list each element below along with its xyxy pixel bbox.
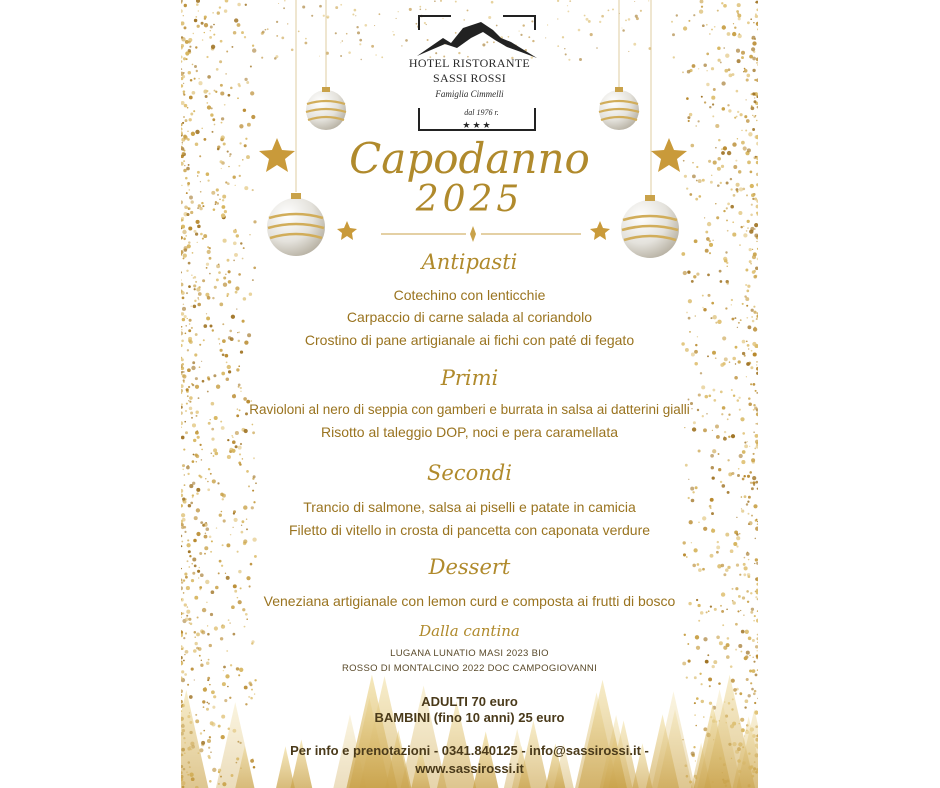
mountain-peaks-icon: [417, 22, 537, 58]
contact-website: www.sassirossi.it: [415, 761, 524, 776]
dish-item: Filetto di vitello in crosta di pancetta con caponata verdure: [288, 522, 651, 538]
wine-item: LUGANA LUNATIO MASI 2023 BIO: [390, 648, 549, 659]
title-divider: [381, 226, 581, 242]
logo-stars: ★★★: [462, 120, 493, 130]
section-heading-antipasti: Antipasti: [421, 250, 518, 274]
logo-line-1: HOTEL RISTORANTE: [408, 56, 531, 70]
dish-item: Carpaccio di carne salada al coriandolo: [346, 309, 593, 325]
dish-item: Crostino di pane artigianale ai fichi con paté di fegato: [304, 332, 635, 348]
logo-line-3: Famiglia Cimmelli: [435, 89, 504, 99]
section-heading-secondi: Secondi: [427, 461, 512, 485]
section-heading-dessert: Dessert: [428, 555, 511, 579]
wine-heading: Dalla cantina: [419, 622, 520, 640]
title-line-2: 2025: [415, 179, 524, 220]
title-line-1: Capodanno: [349, 134, 590, 183]
dish-item: Cotechino con lenticchie: [393, 287, 546, 303]
logo-line-2: SASSI ROSSI: [433, 71, 506, 85]
dish-item: Risotto al taleggio DOP, noci e pera caramellata: [320, 424, 618, 440]
price-adults: ADULTI 70 euro: [421, 694, 518, 709]
contact-line: Per info e prenotazioni - 0341.840125 - info@sassirossi.it -: [290, 743, 649, 758]
section-heading-primi: Primi: [440, 366, 499, 390]
dish-item: Ravioloni al nero di seppia con gamberi e burrata in salsa ai datterini gialli: [249, 402, 690, 417]
menu-poster: [181, 0, 758, 788]
price-children: BAMBINI (fino 10 anni) 25 euro: [374, 710, 565, 725]
dish-item: Veneziana artigianale con lemon curd e composta ai frutti di bosco: [263, 593, 676, 609]
logo-line-4: dal 1976 r.: [464, 108, 499, 117]
wine-item: ROSSO DI MONTALCINO 2022 DOC CAMPOGIOVANNI: [341, 663, 598, 674]
dish-item: Trancio di salmone, salsa ai piselli e patate in camicia: [303, 499, 636, 515]
